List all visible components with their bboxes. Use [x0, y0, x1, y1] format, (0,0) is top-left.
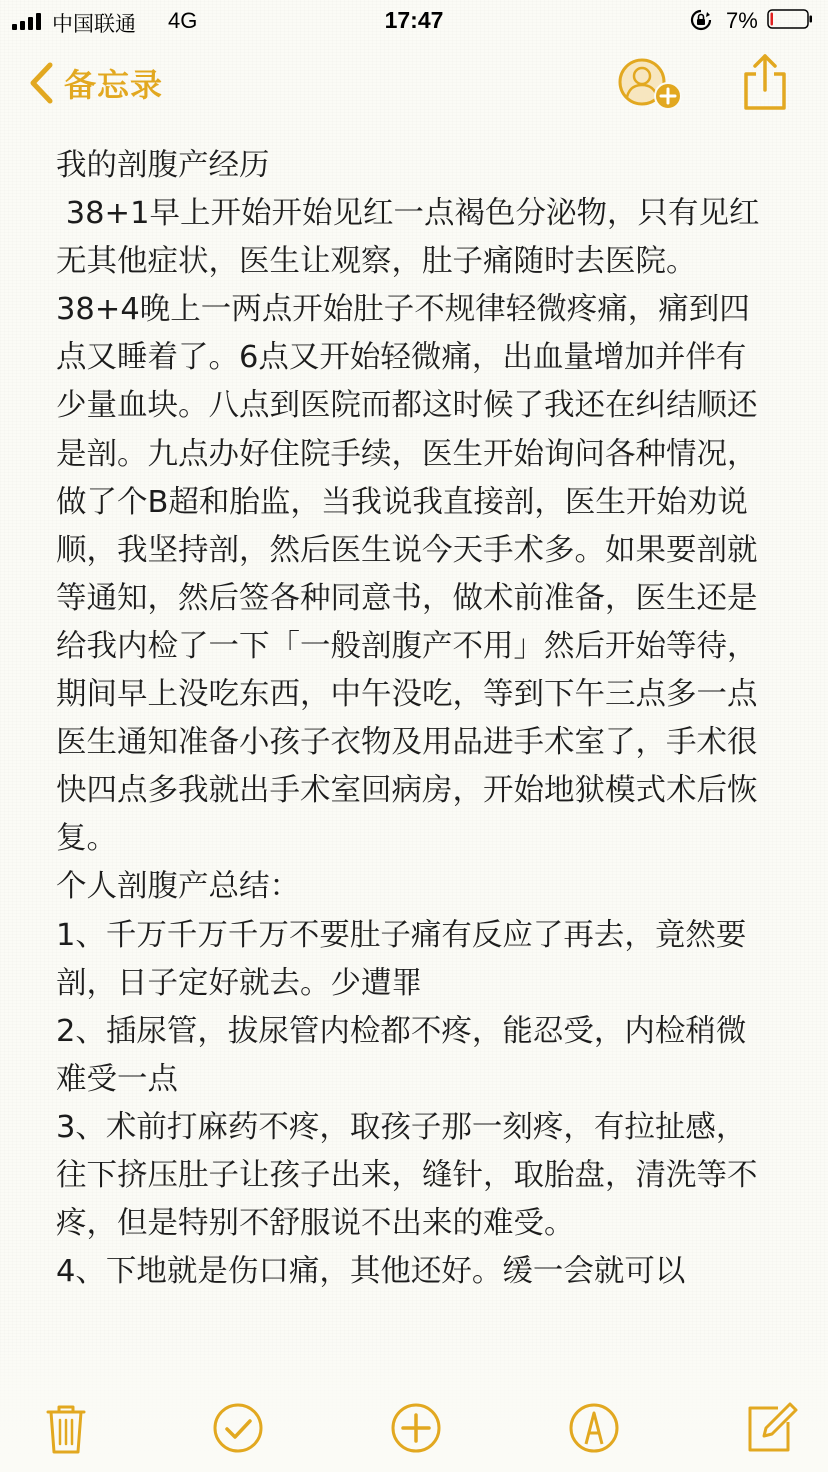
note-list-item: 2、插尿管，拔尿管内检都不疼，能忍受，内检稍微难受一点	[56, 1013, 747, 1097]
note-content[interactable]	[56, 142, 776, 1296]
markup-icon[interactable]	[566, 1400, 622, 1456]
note-title: 我的剖腹产经历	[56, 148, 270, 183]
add-icon[interactable]	[388, 1400, 444, 1456]
status-bar	[0, 0, 828, 40]
note-list-item: 3、术前打麻药不疼，取孩子那一刻疼，有拉扯感，往下挤压肚子让孩子出来，缝针，取胎盘，清洗等不疼，但是特别不舒服说不出来的难受。	[56, 1109, 758, 1242]
back-label: 备忘录	[64, 66, 164, 104]
share-icon[interactable]	[740, 52, 790, 112]
rotation-lock-icon	[690, 9, 712, 31]
navigation-bar	[0, 40, 828, 132]
carrier-name: 中国联通	[52, 12, 136, 36]
compose-icon[interactable]	[744, 1400, 800, 1456]
back-button[interactable]	[28, 60, 163, 106]
battery-icon	[767, 9, 813, 29]
status-time: 17:47	[384, 7, 444, 33]
note-heading: 个人剖腹产总结：	[56, 869, 300, 905]
checklist-icon[interactable]	[210, 1400, 266, 1456]
chevron-left-icon	[28, 61, 54, 105]
add-person-icon[interactable]	[616, 56, 688, 114]
trash-icon[interactable]	[38, 1400, 94, 1456]
network-type: 4G	[168, 8, 198, 33]
note-list-item: 1、千万千万千万不要肚子痛有反应了再去，竟然要剖，日子定好就去。少遭罪	[56, 917, 747, 1001]
note-paragraph: 38+1早上开始开始见红一点褐色分泌物，只有见红无其他症状，医生让观察，肚子痛随时去医院。38+4晚上一两点开始肚子不规律轻微疼痛，痛到四点又睡着了。6点又开始轻微痛，出血量增加并伴有少量血块。八点到医院而都这时候了我还在纠结顺还是剖。九点办好住院手续，医生开始询问各种情况，做了个B超和胎监，当我说我直接剖，医生开始劝说顺，我坚持剖，然后医生说今天手术多。如果要剖就等通知，然后签各种同意书，做术前准备，医生还是给我内检了一下「一般剖腹产不用」然后开始等待，期间早上没吃东西，中午没吃，等到下午三点多一点医生通知准备小孩子衣物及用品进手术室了，手术很快四点多我就出手术室回病房，开始地狱模式术后恢复。	[56, 196, 760, 857]
battery-percent: 7%	[726, 8, 758, 33]
bottom-toolbar	[0, 1386, 828, 1472]
note-list-item: 4、下地就是伤口痛，其他还好。缓一会就可以	[56, 1254, 686, 1290]
